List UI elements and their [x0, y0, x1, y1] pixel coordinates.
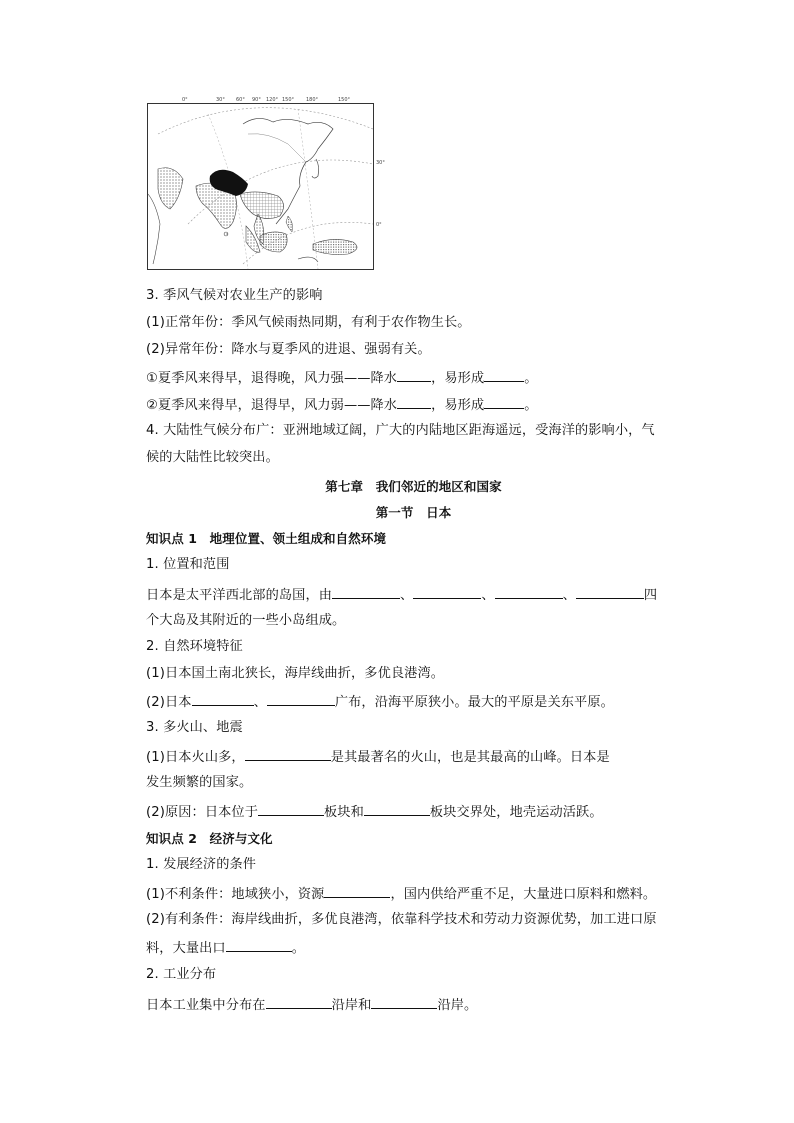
line-text: 是其最著名的火山，也是其最高的山峰。日本是 — [330, 750, 610, 765]
abnormal-year-text: (2)异常年份：降水与夏季风的进退、强弱有关。 — [146, 342, 431, 357]
line-text: 、 — [253, 695, 267, 710]
line-text: (2)原因：日本位于 — [146, 805, 258, 820]
line-text: (1)不利条件：地域狭小，资源 — [146, 887, 325, 902]
islands-line — [146, 585, 681, 605]
line-text: 板块交界处，地壳运动活跃。 — [429, 805, 603, 820]
economy-conditions-heading: 1. 发展经济的条件 — [146, 857, 257, 872]
fill-blank[interactable] — [332, 585, 400, 599]
position-heading: 1. 位置和范围 — [146, 557, 230, 572]
line-text: (1)日本火山多， — [146, 750, 245, 765]
favorable-conditions-text: (2)有利条件：海岸线曲折，多优良港湾，依靠科学技术和劳动力资源优势，加工进口原 — [146, 912, 657, 927]
line-text: 日本是太平洋西北部的岛国，由 — [146, 588, 333, 603]
fill-blank[interactable] — [576, 585, 644, 599]
early-monsoon-strong-line — [146, 368, 681, 388]
line-text: 沿岸和 — [331, 998, 372, 1013]
line-text: (2)日本 — [146, 695, 192, 710]
fill-blank[interactable] — [226, 938, 292, 952]
line-text: 四 — [643, 588, 658, 603]
fill-blank[interactable] — [258, 802, 324, 816]
chapter-title: 第七章 我们邻近的地区和国家 — [325, 479, 502, 494]
fill-blank[interactable] — [413, 585, 481, 599]
monsoon-impact-heading: 3. 季风气候对农业生产的影响 — [146, 288, 323, 303]
fill-blank[interactable] — [324, 884, 390, 898]
longitude-label: 30° — [216, 97, 225, 103]
fill-blank[interactable] — [245, 747, 331, 761]
line-text: 日本工业集中分布在 — [146, 998, 266, 1013]
industry-heading: 2. 工业分布 — [146, 967, 217, 982]
line-text: ，易形成 — [431, 371, 485, 386]
fill-blank[interactable] — [495, 585, 563, 599]
natural-env-heading: 2. 自然环境特征 — [146, 639, 243, 654]
asia-monsoon-map — [147, 97, 374, 270]
fill-blank[interactable] — [267, 692, 335, 706]
line-text: 、 — [481, 588, 495, 603]
export-line — [146, 938, 681, 958]
asia-map-graphic — [148, 104, 373, 269]
islands-line-cont: 个大岛及其附近的一些小岛组成。 — [146, 613, 346, 628]
latitude-label: 30° — [376, 160, 385, 166]
line-text: ，易形成 — [431, 398, 485, 413]
line-text: 。 — [524, 371, 538, 386]
line-text: 、 — [400, 588, 414, 603]
line-text: ①夏季风来得早，退得晚，风力强——降水 — [146, 371, 398, 386]
terrain-line — [146, 692, 681, 712]
fill-blank[interactable] — [484, 395, 524, 409]
fill-blank[interactable] — [484, 368, 524, 382]
longitude-label: 60° — [236, 97, 245, 103]
longitude-label: 90° — [252, 97, 261, 103]
fill-blank[interactable] — [397, 368, 431, 382]
longitude-label: 120° — [266, 97, 279, 103]
line-text: 。 — [291, 941, 306, 956]
line-text: 板块和 — [324, 805, 364, 820]
volcano-heading: 3. 多火山、地震 — [146, 720, 243, 735]
longitude-label: 180° — [306, 97, 319, 103]
volcano-line-cont: 发生频繁的国家。 — [146, 775, 253, 790]
fill-blank[interactable] — [397, 395, 431, 409]
fill-blank[interactable] — [266, 995, 332, 1009]
unfavorable-conditions-line — [146, 884, 681, 904]
line-text: ，国内供给严重不足，大量进口原料和燃料。 — [390, 887, 657, 902]
continental-climate-text-cont: 候的大陆性比较突出。 — [146, 450, 279, 465]
fill-blank[interactable] — [192, 692, 254, 706]
industry-distribution-line — [146, 995, 681, 1015]
line-text: ②夏季风来得早，退得早，风力弱——降水 — [146, 398, 398, 413]
normal-year-text: (1)正常年份：季风气候雨热同期，有利于农作物生长。 — [146, 315, 471, 330]
early-monsoon-weak-line — [146, 395, 681, 415]
fill-blank[interactable] — [364, 802, 430, 816]
line-text: 。 — [524, 398, 538, 413]
latitude-label: 0° — [376, 222, 382, 228]
knowledge-point-1: 知识点 1 地理位置、领土组成和自然环境 — [146, 531, 387, 546]
line-text: 、 — [562, 588, 576, 603]
section-title: 第一节 日本 — [375, 505, 452, 520]
longitude-label: 0° — [182, 97, 188, 103]
continental-climate-text: 4. 大陆性气候分布广：亚洲地域辽阔，广大的内陆地区距海遥远，受海洋的影响小，气 — [146, 423, 655, 438]
volcano-line — [146, 747, 681, 767]
territory-text: (1)日本国土南北狭长，海岸线曲折，多优良港湾。 — [146, 666, 445, 681]
longitude-label: 150° — [282, 97, 295, 103]
longitude-label: 150° — [338, 97, 351, 103]
plate-boundary-line — [146, 802, 681, 822]
fill-blank[interactable] — [371, 995, 437, 1009]
knowledge-point-2: 知识点 2 经济与文化 — [146, 831, 273, 846]
line-text: 广布，沿海平原狭小。最大的平原是关东平原。 — [334, 695, 614, 710]
line-text: 沿岸。 — [437, 998, 478, 1013]
line-text: 料，大量出口 — [146, 941, 226, 956]
